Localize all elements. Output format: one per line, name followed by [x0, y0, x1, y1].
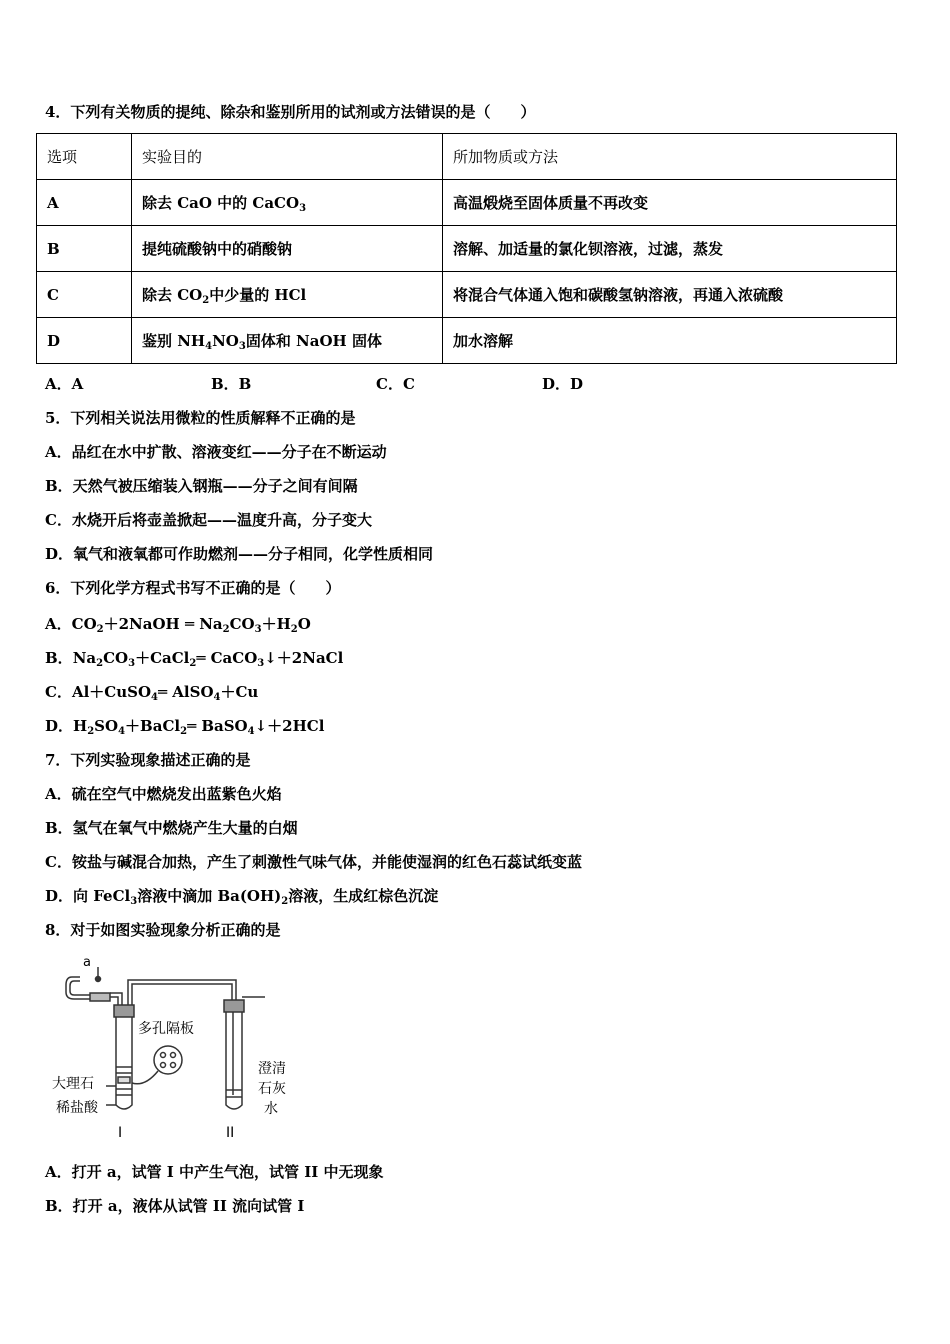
porous-plate-callout-icon — [132, 1046, 182, 1084]
table-cell-option: B — [37, 226, 132, 272]
table-cell-method: 溶解、加适量的氯化钡溶液，过滤，蒸发 — [443, 226, 897, 272]
table-row — [37, 318, 897, 364]
tube-one-label: I — [118, 1125, 123, 1141]
table-header-cell: 实验目的 — [132, 134, 443, 180]
table-cell-option: A — [37, 180, 132, 226]
question-4-table — [36, 133, 897, 364]
table-cell-purpose: 除去 $CO_2$中少量的 HCl — [132, 272, 443, 318]
table-cell-method: 加水溶解 — [443, 318, 897, 364]
table-header-cell: 所加物质或方法 — [443, 134, 897, 180]
option-b[interactable]: B．打开 a，液体从试管 II 流向试管 I — [45, 1197, 305, 1215]
table-cell-option: D — [37, 318, 132, 364]
option-a[interactable]: A．打开 a，试管 I 中产生气泡，试管 II 中无现象 — [45, 1163, 384, 1181]
option-a[interactable]: A．硫在空气中燃烧发出蓝紫色火焰 — [45, 785, 282, 803]
option-c[interactable]: C．铵盐与碱混合加热，产生了刺激性气味气体，并能使湿润的红色石蕊试纸变蓝 — [45, 853, 582, 871]
table-header-cell: 选项 — [37, 134, 132, 180]
option-d[interactable]: D．$H_2SO_4+BaCl_2═$ BaSO$_4$↓＋2HCl — [45, 717, 325, 737]
option-b[interactable]: B．B — [211, 375, 252, 393]
limewater-label-line3: 水 — [264, 1101, 278, 1117]
option-d[interactable]: D．氧气和液氧都可作助燃剂——分子相同，化学性质相同 — [45, 545, 434, 563]
table-cell-option: C — [37, 272, 132, 318]
limewater-label-line1: 澄清 — [258, 1061, 286, 1077]
option-b[interactable]: B．氢气在氧气中燃烧产生大量的白烟 — [45, 819, 298, 837]
question-5-title: 5．下列相关说法用微粒的性质解释不正确的是 — [45, 409, 356, 427]
option-c[interactable]: C．水烧开后将壶盖掀起——温度升高，分子变大 — [45, 511, 372, 529]
marble-label: 大理石 — [52, 1076, 94, 1092]
experiment-figure — [50, 955, 310, 1149]
valve-label: a — [83, 955, 91, 970]
table-cell-method: 将混合气体通入饱和碳酸氢钠溶液，再通入浓硫酸 — [443, 272, 897, 318]
table-cell-purpose: 鉴别 $NH_4NO_3$固体和 NaOH 固体 — [132, 318, 443, 364]
test-tube-one-icon — [114, 1005, 134, 1109]
option-d[interactable]: D．D — [542, 375, 584, 393]
option-a[interactable]: A．品红在水中扩散、溶液变红——分子在不断运动 — [45, 443, 387, 461]
question-7-title: 7．下列实验现象描述正确的是 — [45, 751, 251, 769]
option-a[interactable]: A．A — [45, 375, 84, 393]
question-6-title: 6．下列化学方程式书写不正确的是（ ） — [45, 579, 341, 597]
option-c[interactable]: C．Al＋CuSO$_4$═ AlSO$_4$＋Cu — [45, 683, 259, 703]
option-a[interactable]: A．$CO_2+2NaOH$ ═ $Na_2CO_3+H_2O$ — [45, 615, 311, 635]
dilute-acid-label: 稀盐酸 — [56, 1100, 98, 1116]
question-4-title: 4．下列有关物质的提纯、除杂和鉴别所用的试剂或方法错误的是（ ） — [45, 103, 536, 121]
table-row — [37, 226, 897, 272]
table-cell-purpose: 提纯硫酸钠中的硝酸钠 — [132, 226, 443, 272]
tube-two-label: II — [226, 1125, 235, 1141]
limewater-label-line2: 石灰 — [258, 1081, 286, 1097]
option-c[interactable]: C．C — [376, 375, 415, 393]
table-row — [37, 272, 897, 318]
porous-plate-label: 多孔隔板 — [138, 1021, 194, 1037]
question-8-title: 8．对于如图实验现象分析正确的是 — [45, 921, 281, 939]
table-cell-purpose: 除去 CaO 中的 CaCO$_3$ — [132, 180, 443, 226]
table-header-row — [37, 134, 897, 180]
table-cell-method: 高温煅烧至固体质量不再改变 — [443, 180, 897, 226]
option-d[interactable]: D．向 FeCl$_3$溶液中滴加 $Ba(OH)_2$溶液，生成红棕色沉淀 — [45, 887, 439, 907]
option-b[interactable]: B．$Na_2CO_3+CaCl_2═$ CaCO$_3$↓＋2NaCl — [45, 649, 344, 669]
option-b[interactable]: B．天然气被压缩装入钢瓶——分子之间有间隔 — [45, 477, 358, 495]
stopcock-valve-icon — [96, 967, 101, 982]
table-row — [37, 180, 897, 226]
